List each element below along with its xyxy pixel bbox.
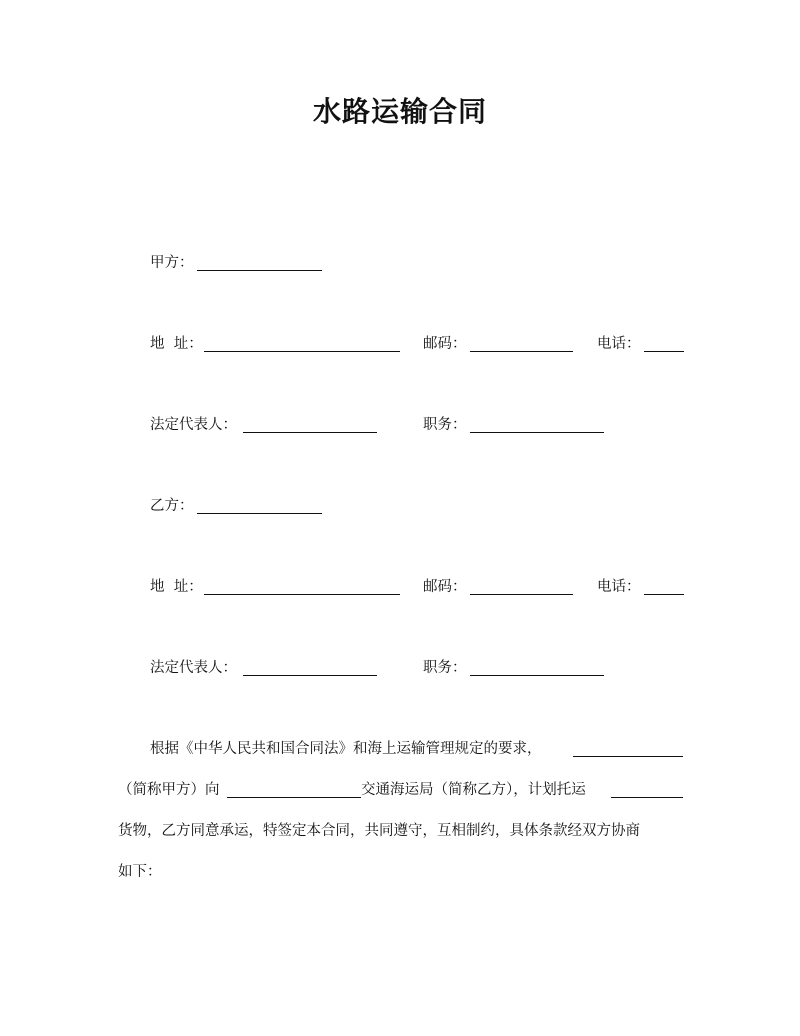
party-b-zip-field[interactable] (470, 594, 573, 595)
party-a-position-field[interactable] (470, 432, 604, 433)
party-a-rep-row (0, 413, 800, 437)
party-b-position-label: 职务： (423, 660, 467, 676)
shipper-name-field[interactable] (573, 756, 683, 757)
preamble-line-4 (118, 860, 688, 884)
party-a-address-field[interactable] (204, 351, 400, 352)
party-a-address-row (0, 332, 800, 356)
shipping-bureau-field[interactable] (227, 797, 361, 798)
party-b-address-field[interactable] (204, 594, 400, 595)
cargo-field[interactable] (611, 797, 683, 798)
party-b-phone-field[interactable] (644, 594, 684, 595)
party-a-legal-rep-label: 法定代表人： (150, 417, 237, 433)
party-a-zip-label: 邮码： (423, 336, 467, 352)
party-b-phone-label: 电话： (597, 579, 641, 595)
party-b-position-field[interactable] (470, 675, 604, 676)
party-a-zip-field[interactable] (470, 351, 573, 352)
party-b-label: 乙方： (150, 498, 194, 514)
party-a-phone-label: 电话： (597, 336, 641, 352)
preamble-line-1 (118, 737, 688, 761)
party-a-name-field[interactable] (197, 270, 322, 271)
party-b-name-field[interactable] (197, 513, 322, 514)
party-b-address-row (0, 575, 800, 599)
party-b-address-label: 地 址： (150, 579, 203, 595)
preamble-line-2-text-a: （简称甲方）向 (118, 782, 220, 798)
party-b-legal-rep-field[interactable] (243, 675, 377, 676)
party-b-rep-row (0, 656, 800, 680)
preamble-line-4-text: 如下： (118, 864, 162, 880)
party-b-row (0, 494, 800, 518)
party-a-legal-rep-field[interactable] (243, 432, 377, 433)
party-b-legal-rep-label: 法定代表人： (150, 660, 237, 676)
party-a-row (0, 251, 800, 275)
party-a-label: 甲方： (150, 255, 194, 271)
document-title: 水路运输合同 (312, 95, 487, 128)
preamble-line-2 (118, 778, 688, 802)
party-a-position-label: 职务： (423, 417, 467, 433)
preamble-line-3-text: 货物，乙方同意承运，特签定本合同，共同遵守，互相制约，具体条款经双方协商 (118, 823, 640, 839)
preamble-line-2-text-b: 交通海运局（简称乙方），计划托运 (361, 782, 586, 798)
party-a-address-label: 地 址： (150, 336, 203, 352)
preamble-line-3 (118, 819, 688, 843)
preamble-line-1-text: 根据《中华人民共和国合同法》和海上运输管理规定的要求， (150, 741, 542, 757)
party-b-zip-label: 邮码： (423, 579, 467, 595)
preamble-paragraph (118, 737, 688, 887)
party-a-phone-field[interactable] (644, 351, 684, 352)
